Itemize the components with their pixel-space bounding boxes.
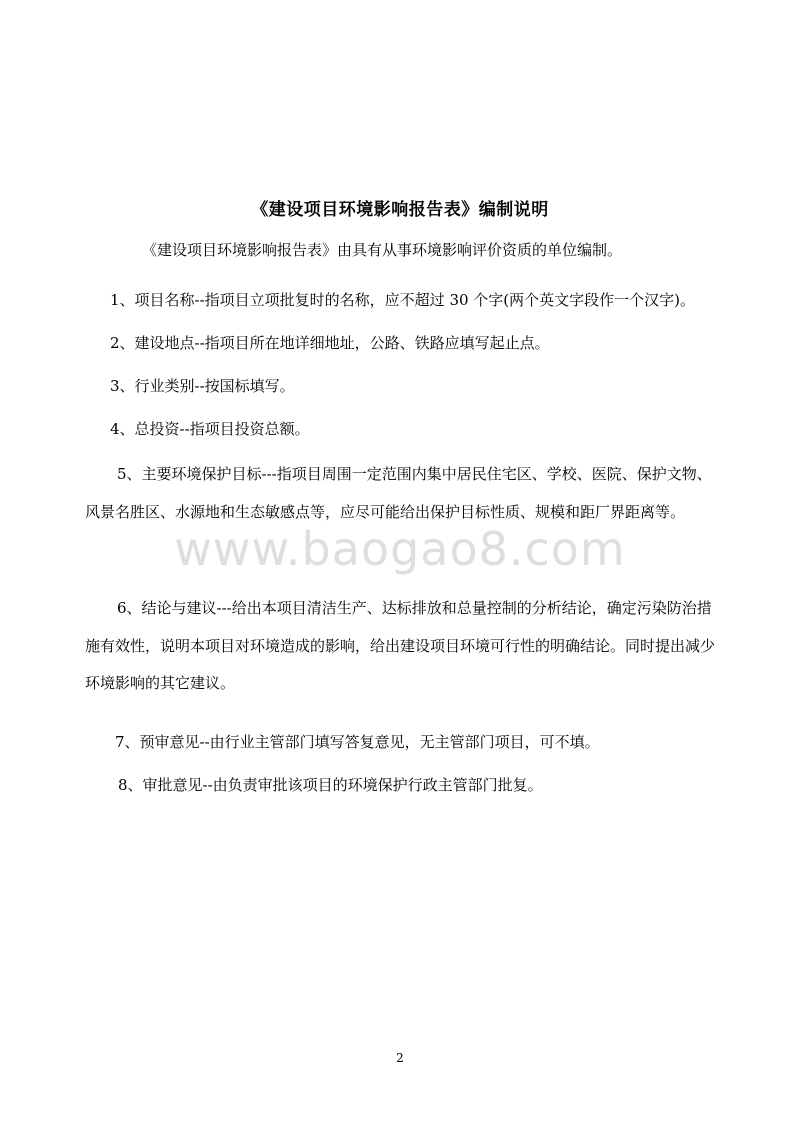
item-total-investment: 4、总投资--指项目投资总额。 bbox=[110, 420, 310, 438]
item-protection-targets: 5、主要环境保护目标---指项目周围一定范围内集中居民住宅区、学校、医院、保护文物、风景名胜区、水源地和生态敏感点等，应尽可能给出保护目标性质、规模和距厂界距离等。 bbox=[85, 465, 712, 521]
item-project-name: 1、项目名称--指项目立项批复时的名称，应不超过 30 个字(两个英文字段作一个汉字)。 bbox=[110, 291, 696, 309]
item-construction-site: 2、建设地点--指项目所在地详细地址，公路、铁路应填写起止点。 bbox=[110, 334, 550, 352]
document-title: 《建设项目环境影响报告表》编制说明 bbox=[251, 200, 549, 220]
intro-paragraph: 《建设项目环境影响报告表》由具有从事环境影响评价资质的单位编制。 bbox=[142, 241, 623, 259]
item-approval-opinion: 8、审批意见--由负责审批该项目的环境保护行政主管部门批复。 bbox=[118, 776, 543, 794]
watermark: www.baogao8.com bbox=[174, 522, 626, 576]
item-conclusions: 6、结论与建议---给出本项目清洁生产、达标排放和总量控制的分析结论，确定污染防治措施有效性，说明本项目对环境造成的影响，给出建设项目环境可行性的明确结论。同时提出减少环境影响的其它建议。 bbox=[85, 599, 716, 692]
item-industry-category: 3、行业类别--按国标填写。 bbox=[110, 377, 295, 395]
page-number: 2 bbox=[396, 1051, 404, 1065]
item-preliminary-review: 7、预审意见--由行业主管部门填写答复意见，无主管部门项目，可不填。 bbox=[115, 733, 600, 751]
